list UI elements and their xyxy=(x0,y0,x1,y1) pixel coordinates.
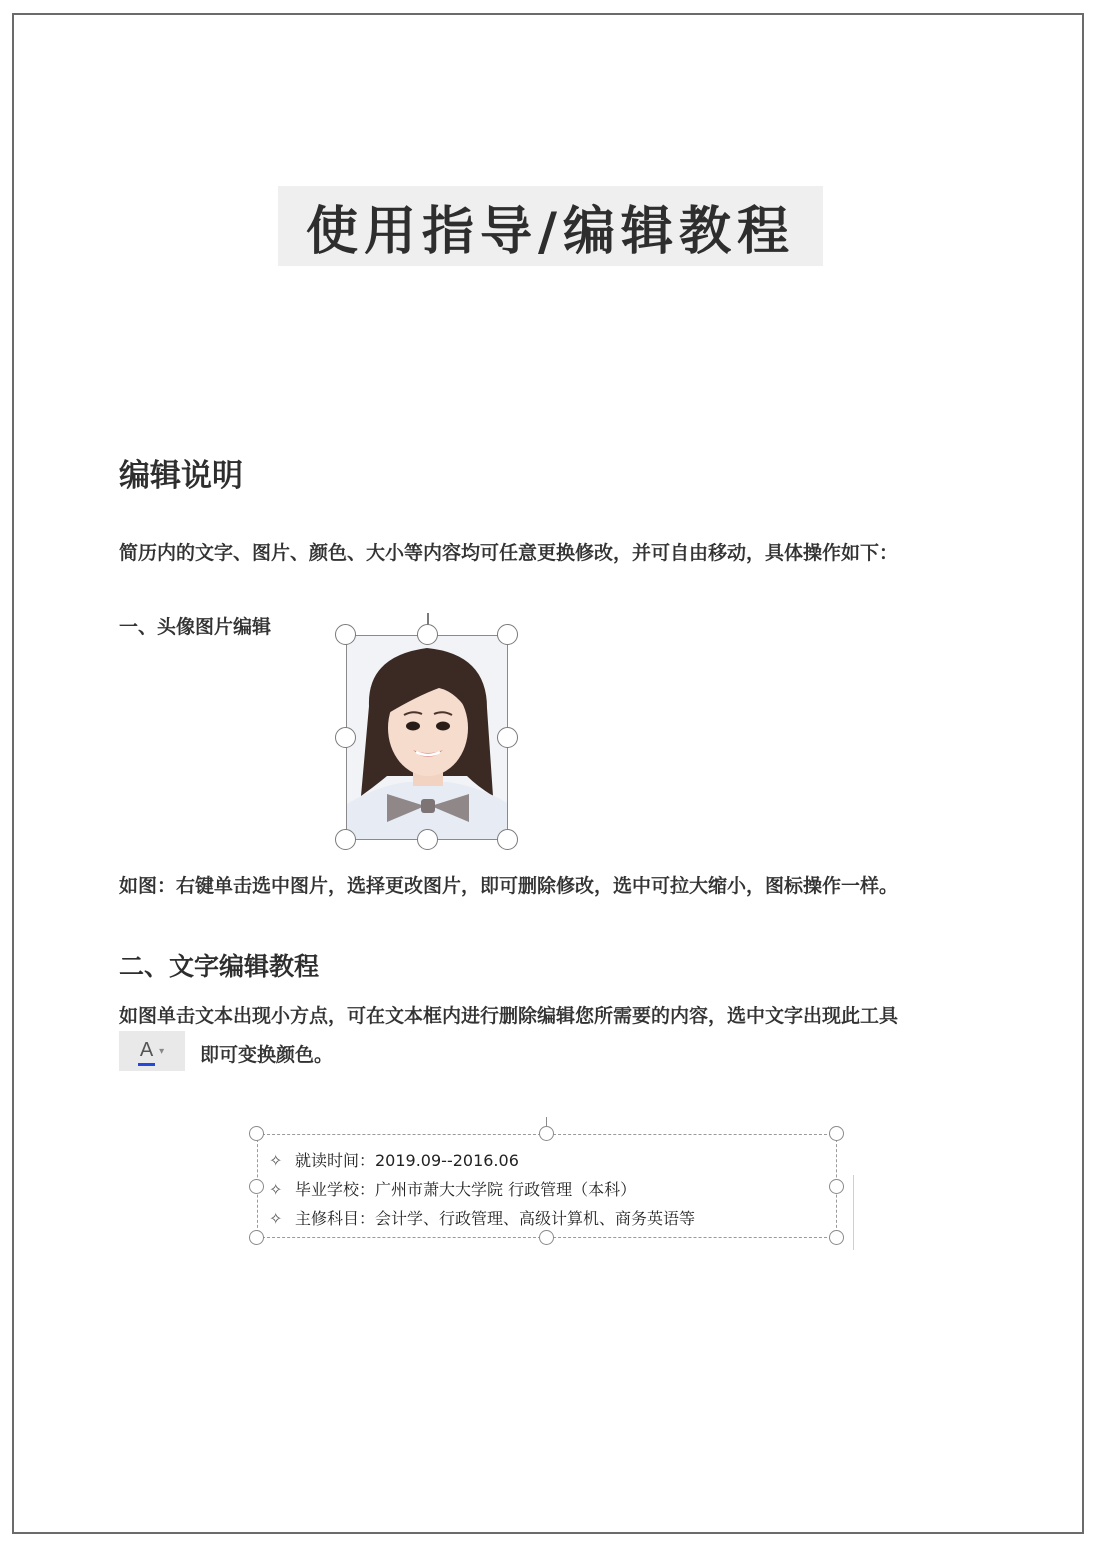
textbox-handle-top-right[interactable] xyxy=(829,1126,844,1141)
part2-instruction: 如图单击文本出现小方点，可在文本框内进行删除编辑您所需要的内容，选中文字出现此工具 xyxy=(119,1005,899,1027)
portrait-image xyxy=(347,636,508,840)
section-heading: 编辑说明 xyxy=(119,458,243,494)
resize-handle-bottom-right[interactable] xyxy=(497,829,518,850)
part2-heading: 二、文字编辑教程 xyxy=(119,952,320,981)
textbox-handle-bottom-right[interactable] xyxy=(829,1230,844,1245)
textbox-handle-left[interactable] xyxy=(249,1179,264,1194)
resize-handle-top-left[interactable] xyxy=(335,624,356,645)
page-title: 使用指导/编辑教程 xyxy=(306,201,795,262)
demo-textbox[interactable] xyxy=(257,1134,837,1238)
resize-handle-top-right[interactable] xyxy=(497,624,518,645)
resize-handle-left[interactable] xyxy=(335,727,356,748)
textbox-handle-right[interactable] xyxy=(829,1179,844,1194)
chevron-down-icon: ▾ xyxy=(159,1045,165,1057)
textbox-edge-line xyxy=(853,1175,854,1250)
textbox-handle-bottom[interactable] xyxy=(539,1230,554,1245)
textbox-line-text: 主修科目：会计学、行政管理、高级计算机、商务英语等 xyxy=(295,1209,696,1228)
intro-paragraph: 简历内的文字、图片、颜色、大小等内容均可任意更换修改，并可自由移动，具体操作如下： xyxy=(119,542,899,564)
textbox-line[interactable] xyxy=(269,1206,695,1229)
sparkle-bullet-icon: ✧ xyxy=(269,1151,283,1170)
resize-handle-bottom[interactable] xyxy=(417,829,438,850)
textbox-handle-top-left[interactable] xyxy=(249,1126,264,1141)
textbox-line-text: 毕业学校：广州市萧大大学院 行政管理（本科） xyxy=(295,1180,637,1199)
font-color-icon: A xyxy=(139,1038,154,1061)
title-banner xyxy=(278,186,823,266)
resize-handle-top[interactable] xyxy=(417,624,438,645)
resize-handle-right[interactable] xyxy=(497,727,518,748)
textbox-line[interactable] xyxy=(269,1148,519,1171)
resize-handle-bottom-left[interactable] xyxy=(335,829,356,850)
textbox-handle-bottom-left[interactable] xyxy=(249,1230,264,1245)
part2-instruction-end: 即可变换颜色。 xyxy=(200,1044,334,1066)
avatar-photo[interactable] xyxy=(346,635,508,840)
font-color-button[interactable] xyxy=(119,1031,185,1071)
textbox-handle-top[interactable] xyxy=(539,1126,554,1141)
textbox-line[interactable] xyxy=(269,1177,636,1200)
sparkle-bullet-icon: ✧ xyxy=(269,1180,283,1199)
part1-heading: 一、头像图片编辑 xyxy=(119,616,272,638)
avatar-photo-selection[interactable] xyxy=(346,635,508,840)
textbox-line-text: 就读时间：2019.09--2016.06 xyxy=(295,1151,519,1170)
part1-caption: 如图：右键单击选中图片，选择更改图片，即可删除修改，选中可拉大缩小，图标操作一样。 xyxy=(119,875,899,897)
sparkle-bullet-icon: ✧ xyxy=(269,1209,283,1228)
